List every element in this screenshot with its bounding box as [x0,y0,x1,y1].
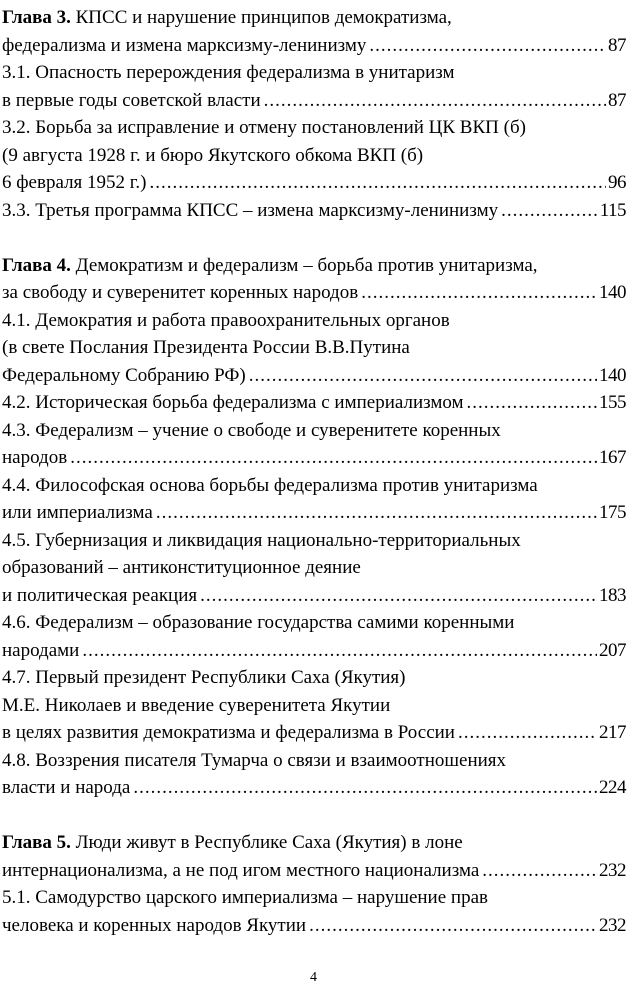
entry-text: в целях развития демократизма и федерализма в России [2,722,455,743]
dot-leader [82,637,597,665]
chapter-4-heading [2,252,627,280]
section-4-5-line: 4.5. Губернизация и ликвидация национально-территориальных [2,529,521,551]
page-ref: 175 [599,502,626,523]
dot-leader [133,774,597,802]
entry-text: 6 февраля 1952 г.) [2,172,147,193]
entry-text: за свободу и суверенитет коренных народов [2,282,359,303]
page-ref: 217 [599,722,626,743]
toc-entry-4-2 [2,389,627,417]
dot-leader [458,719,597,747]
chapter-title-text: Демократизм и федерализм – борьба против унитаризма, [75,254,538,276]
section-4-4-line: 4.4. Философская основа борьбы федерализма против унитаризма [2,474,538,496]
dot-leader [249,362,597,390]
page-ref: 140 [599,282,626,303]
entry-text: 3.3. Третья программа КПСС – измена марксизму-ленинизму [2,199,499,221]
entry-text: человека и коренных народов Якутии [2,914,307,936]
section-3-2-line: (9 августа 1928 г. и бюро Якутского обкома ВКП (б) [2,144,424,166]
table-of-contents [2,4,627,939]
entry-text: в первые годы советской власти [2,89,261,111]
page-ref: 96 [608,172,626,193]
entry-text: интернационализма, а не под игом местного национализма [2,859,480,881]
chapter-label: Глава 3. [2,7,71,28]
page-ref: 232 [599,914,626,936]
section-4-7-line: 4.7. Первый президент Республики Саха (Якутия) [2,667,406,688]
entry-text: народами [2,639,80,661]
entry-text: народов [2,447,68,468]
chapter-label: Глава 4. [2,254,71,276]
entry-text: Федеральному Собранию РФ) [2,364,246,386]
dot-leader [309,912,597,940]
chapter-5-heading [2,829,627,857]
section-5-1-line: 5.1. Самодурство царского империализма – нарушение прав [2,887,488,908]
entry-text: или империализма [2,502,153,523]
toc-entry-3-1 [2,87,627,115]
section-4-6-line: 4.6. Федерализм – образование государства самими коренными [2,612,515,633]
page-ref: 155 [599,392,626,413]
dot-leader [156,499,597,527]
entry-text: и политическая реакция [2,584,198,606]
section-4-5-line: образований – антиконституционное деяние [2,557,361,578]
section-3-2-line: 3.2. Борьба за исправление и отмену постановлений ЦК ВКП (б) [2,117,526,138]
chapter-label: Глава 5. [2,832,71,853]
page-number: 4 [310,970,317,985]
dot-leader [70,444,597,472]
dot-leader [361,279,597,307]
toc-entry-4-5 [2,582,627,610]
toc-entry-chapter-5 [2,857,627,885]
page-ref: 224 [599,777,626,798]
toc-entry-3-3 [2,197,627,225]
toc-entry-4-3 [2,444,627,472]
dot-leader [150,169,606,197]
chapter-3-heading [2,4,627,32]
page-ref: 232 [599,859,626,881]
entry-text: власти и народа [2,777,131,798]
toc-entry-chapter-4 [2,279,627,307]
spacer [2,224,627,252]
toc-entry-4-6 [2,637,627,665]
section-4-7-line: М.Е. Николаев и введение суверенитета Якутии [2,694,391,716]
dot-leader [369,32,606,60]
entry-text: 4.2. Историческая борьба федерализма с империализмом [2,392,464,413]
chapter-title-text: Люди живут в Республике Саха (Якутия) в лоне [75,832,463,853]
page-ref: 207 [599,639,626,661]
chapter-title-text: КПСС и нарушение принципов демократизма, [75,7,452,28]
dot-leader [200,582,597,610]
toc-entry-5-1 [2,912,627,940]
section-4-1-line: 4.1. Демократия и работа правоохранительных органов [2,309,450,331]
section-4-3-line: 4.3. Федерализм – учение о свободе и суверенитете коренных [2,419,501,441]
section-3-1-line: 3.1. Опасность перерождения федерализма в унитаризм [2,62,455,83]
page-ref: 115 [599,199,626,221]
toc-entry-4-4 [2,499,627,527]
dot-leader [467,389,597,417]
dot-leader [501,197,598,225]
toc-entry-4-1 [2,362,627,390]
page-ref: 140 [599,364,626,386]
page-ref: 87 [608,34,626,56]
toc-entry-chapter-3 [2,32,627,60]
toc-entry-4-8 [2,774,627,802]
toc-entry-4-7 [2,719,627,747]
section-4-1-line: (в свете Послания Президента России В.В.Путина [2,337,410,358]
page-ref: 183 [599,584,626,606]
dot-leader [264,87,606,115]
spacer [2,802,627,830]
toc-entry-3-2 [2,169,627,197]
page-ref: 167 [599,447,626,468]
page-ref: 87 [608,89,626,111]
section-4-8-line: 4.8. Воззрения писателя Тумарча о связи и взаимоотношениях [2,749,507,771]
entry-text: федерализма и измена марксизму-ленинизму [2,34,367,56]
dot-leader [482,857,597,885]
